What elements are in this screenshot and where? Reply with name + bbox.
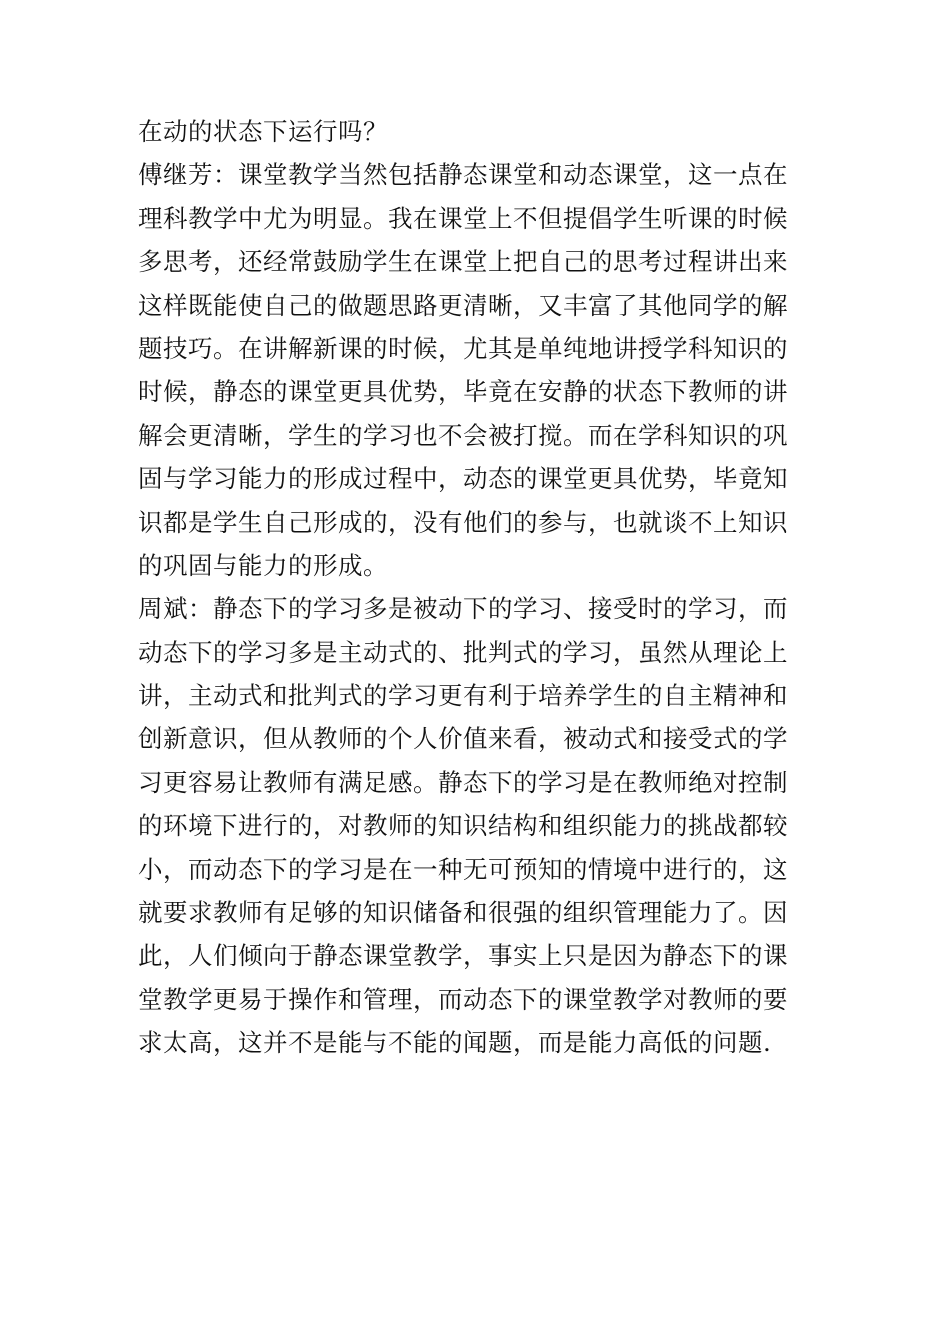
text-line: 固与学习能力的形成过程中，动态的课堂更具优势，毕竟知 xyxy=(138,464,788,494)
text-line: 周斌：静态下的学习多是被动下的学习、接受时的学习，而 xyxy=(138,594,788,624)
text-line: 讲，主动式和批判式的学习更有利于培养学生的自主精神和 xyxy=(138,681,788,711)
text-line: 题技巧。在讲解新课的时候，尤其是单纯地讲授学科知识的 xyxy=(138,333,788,363)
text-line: 的环境下进行的，对教师的知识结构和组织能力的挑战都较 xyxy=(138,811,788,841)
text-line: 这样既能使自己的做题思路更清晰，又丰富了其他同学的解 xyxy=(138,290,788,320)
text-line: 时候，静态的课堂更具优势，毕竟在安静的状态下教师的讲 xyxy=(138,377,788,407)
text-line: 求太高，这并不是能与不能的闻题，而是能力高低的问题. xyxy=(138,1028,772,1058)
text-line: 习更容易让教师有满足感。静态下的学习是在教师绝对控制 xyxy=(138,767,788,797)
text-line: 创新意识，但从教师的个人价值来看，被动式和接受式的学 xyxy=(138,724,788,754)
text-line: 识都是学生自己形成的，没有他们的参与，也就谈不上知识 xyxy=(138,507,788,537)
body-text xyxy=(138,110,828,1065)
text-line: 动态下的学习多是主动式的、批判式的学习，虽然从理论上 xyxy=(138,637,788,667)
text-line: 在动的状态下运行吗？ xyxy=(138,117,388,146)
text-line: 小，而动态下的学习是在一种无可预知的情境中进行的，这 xyxy=(138,854,788,884)
text-line: 此，人们倾向于静态课堂教学，事实上只是因为静态下的课 xyxy=(138,941,788,971)
text-line: 傅继芳：课堂教学当然包括静态课堂和动态课堂，这一点在 xyxy=(138,160,788,190)
text-line: 多思考，还经常鼓励学生在课堂上把自己的思考过程讲出来 xyxy=(138,247,788,277)
text-line: 的巩固与能力的形成。 xyxy=(138,550,388,580)
text-line: 理科教学中尤为明显。我在课堂上不但提倡学生听课的时候 xyxy=(138,203,788,233)
text-line: 解会更清晰，学生的学习也不会被打搅。而在学科知识的巩 xyxy=(138,420,788,450)
text-line: 就要求教师有足够的知识储备和很强的组织管理能力了。因 xyxy=(138,898,788,928)
text-line: 堂教学更易于操作和管理，而动态下的课堂教学对教师的要 xyxy=(138,984,788,1014)
